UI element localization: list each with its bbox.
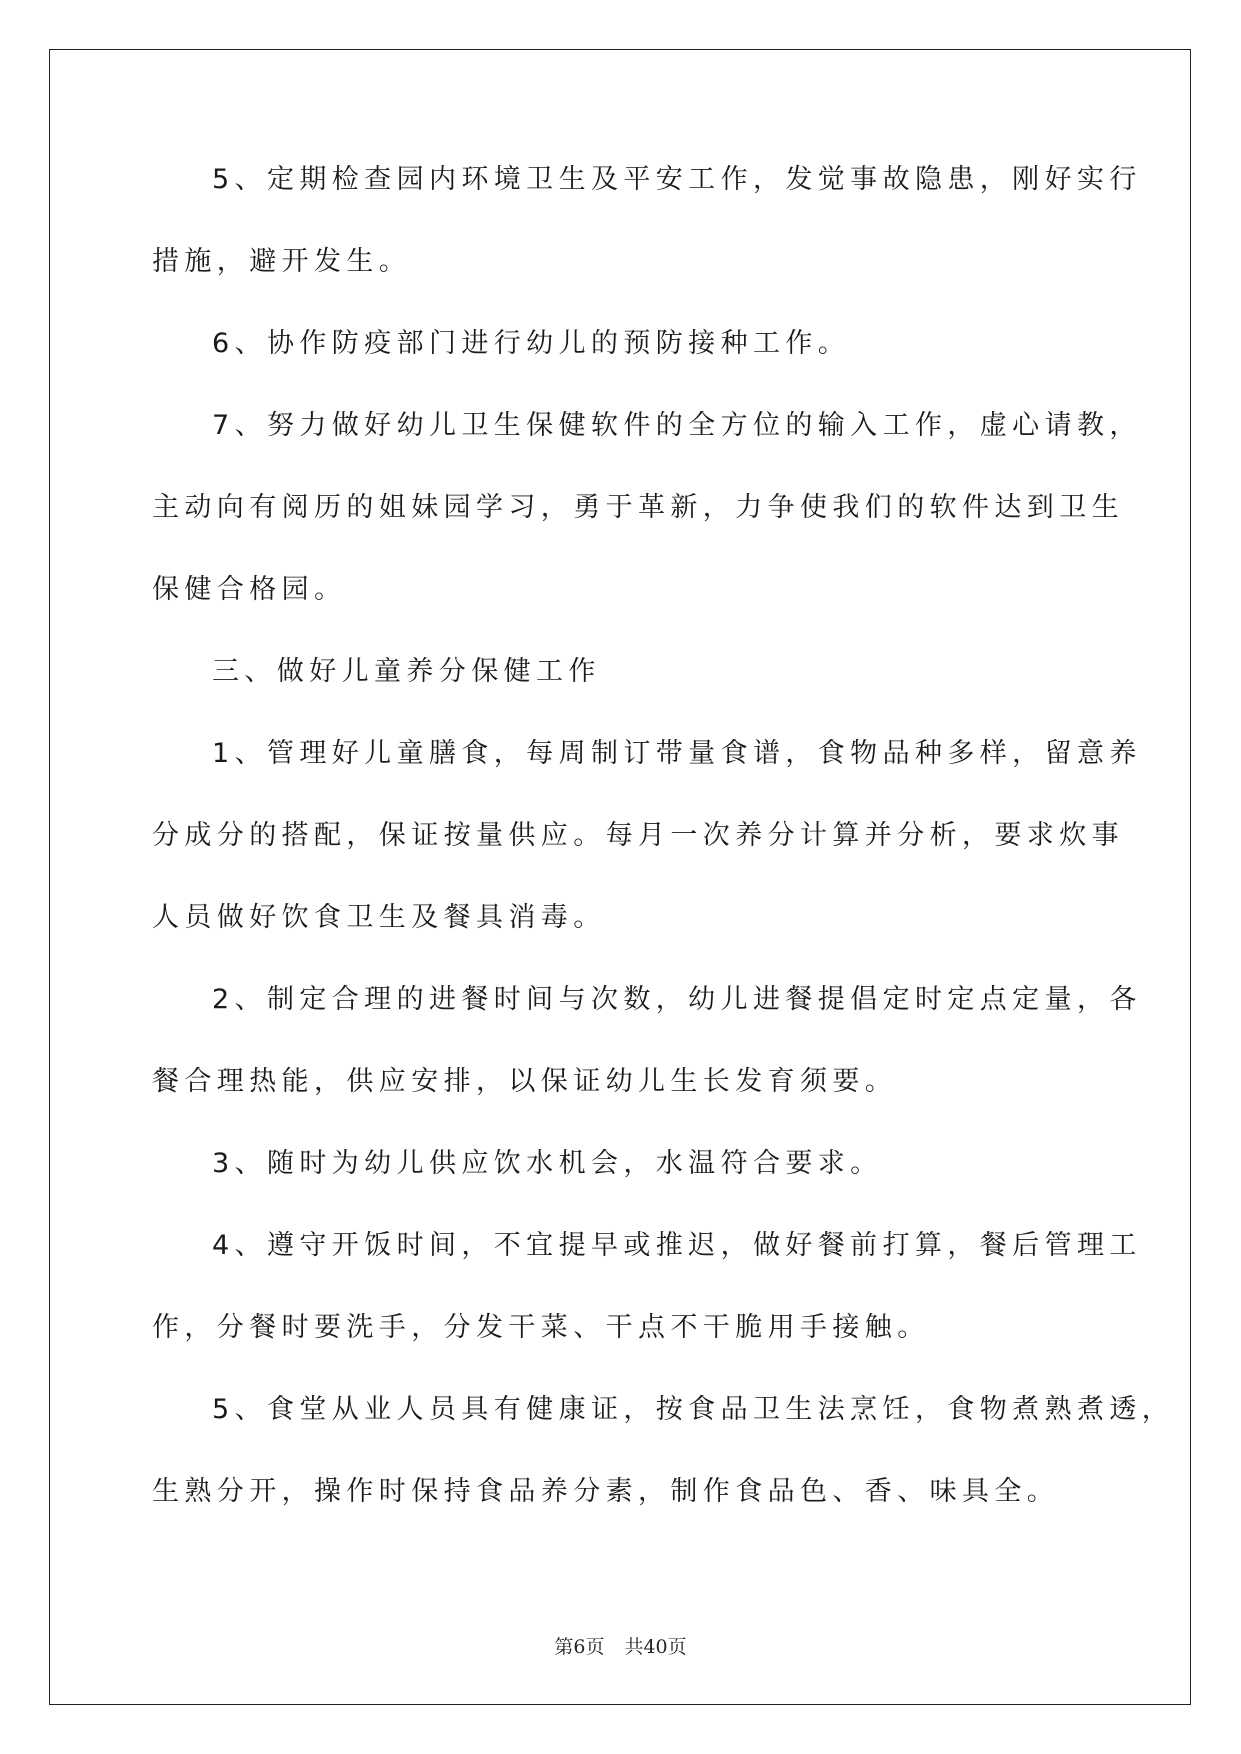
paragraph-line: 作，分餐时要洗手，分发干菜、干点不干脆用手接触。 (152, 1312, 930, 1343)
document-body (152, 160, 1175, 1512)
paragraph-line: 主动向有阅历的姐妹园学习，勇于革新，力争使我们的软件达到卫生 (152, 492, 1124, 523)
paragraph-line: 生熟分开，操作时保持食品养分素，制作食品色、香、味具全。 (152, 1476, 1060, 1507)
paragraph-line: 4、遵守开饭时间，不宜提早或推迟，做好餐前打算，餐后管理工 (212, 1230, 1142, 1261)
section-heading: 三、做好儿童养分保健工作 (212, 656, 601, 687)
paragraph-line: 2、制定合理的进餐时间与次数，幼儿进餐提倡定时定点定量，各 (212, 984, 1142, 1015)
paragraph-line: 1、管理好儿童膳食，每周制订带量食谱，食物品种多样，留意养 (212, 738, 1142, 769)
page-number-total: 共40页 (624, 1636, 687, 1658)
paragraph-line: 5、定期检查园内环境卫生及平安工作，发觉事故隐患，刚好实行 (212, 164, 1142, 195)
page-footer (0, 1632, 1241, 1659)
paragraph-line: 7、努力做好幼儿卫生保健软件的全方位的输入工作，虚心请教， (212, 410, 1142, 441)
paragraph-line: 人员做好饮食卫生及餐具消毒。 (152, 902, 606, 933)
paragraph-line: 餐合理热能，供应安排，以保证幼儿生长发育须要。 (152, 1066, 898, 1097)
paragraph-line: 6、协作防疫部门进行幼儿的预防接种工作。 (212, 328, 851, 359)
paragraph-line: 保健合格园。 (152, 574, 347, 605)
paragraph-line: 3、随时为幼儿供应饮水机会，水温符合要求。 (212, 1148, 883, 1179)
paragraph-line: 5、食堂从业人员具有健康证，按食品卫生法烹饪，食物煮熟煮透， (212, 1394, 1175, 1425)
page-number-current: 第6页 (554, 1636, 605, 1658)
paragraph-line: 分成分的搭配，保证按量供应。每月一次养分计算并分析，要求炊事 (152, 820, 1124, 851)
paragraph-line: 措施，避开发生。 (152, 246, 412, 277)
